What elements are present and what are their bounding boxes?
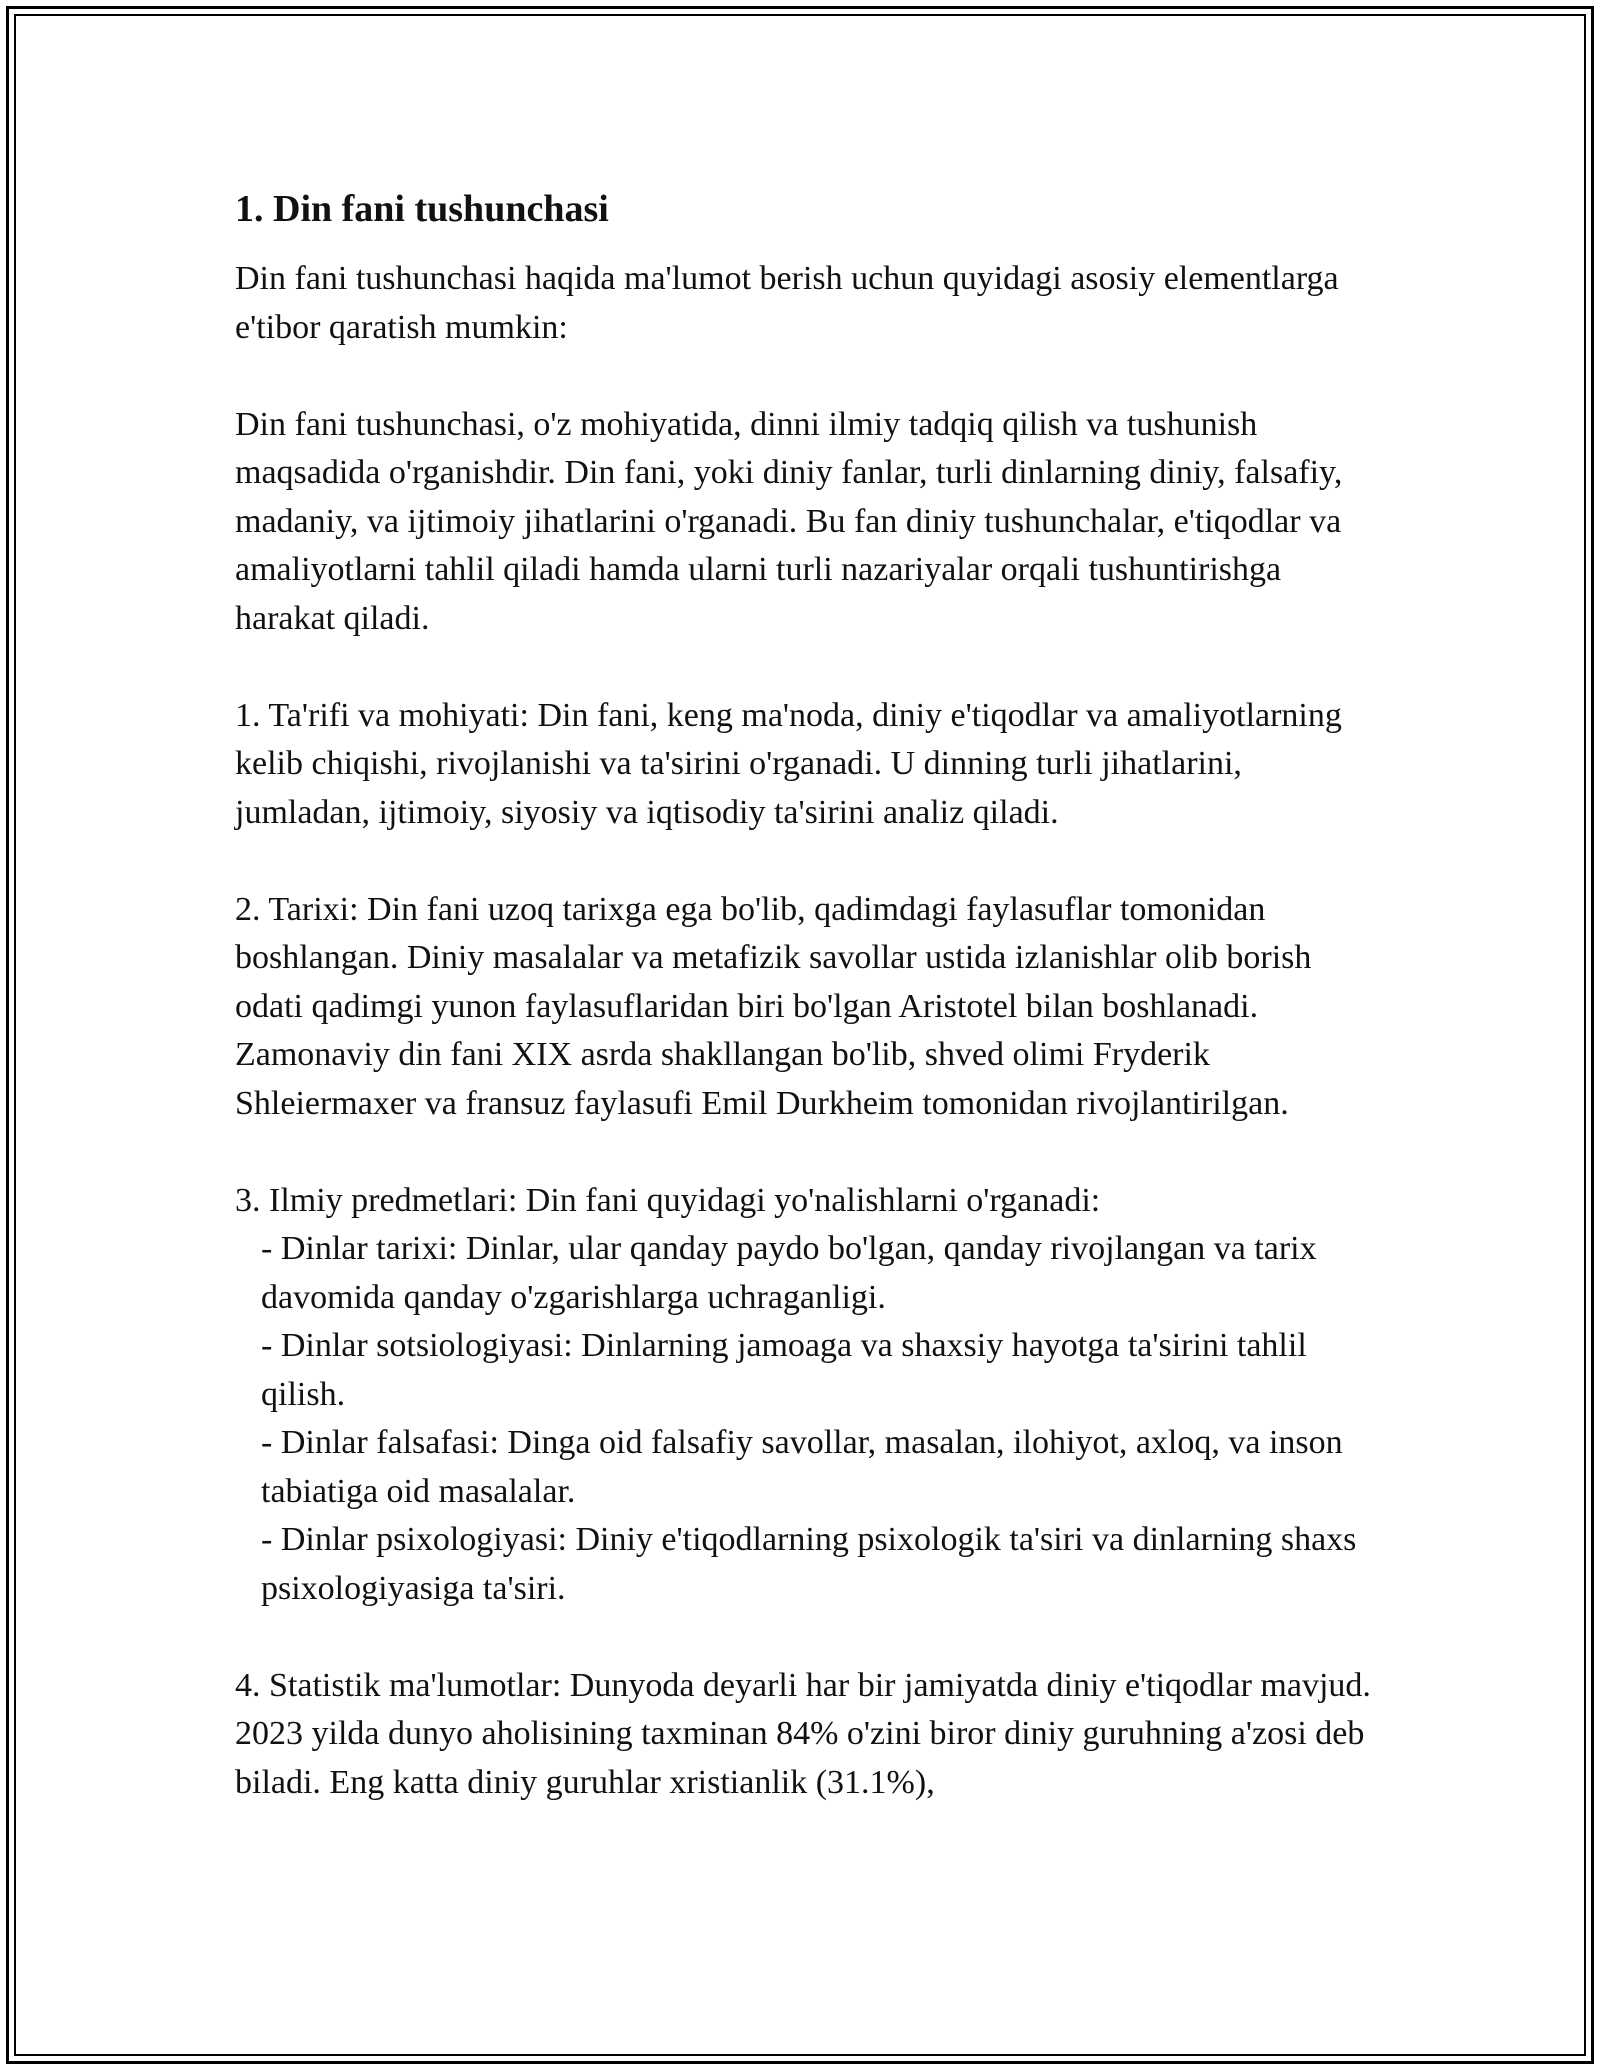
sub-item-sociology: - Dinlar sotsiologiyasi: Dinlarning jamoaga va shaxsiy hayotga ta'sirini tahlil qilish. [261, 1327, 1307, 1413]
paragraph-item-2 [235, 886, 1380, 1129]
document-body [235, 185, 1380, 1856]
paragraph-line: Din fani tushunchasi, o'z mohiyatida, dinni ilmiy tadqiq qilish va tushunish maqsadida o'rganishdir. Din fani, yoki diniy fanlar, turli dinlarning diniy, falsafiy, madaniy, va ijtimoiy jihatlarini o'rganadi. Bu fan diniy tushunchalar, e'tiqodlar va amaliyotlarni tahlil qiladi hamda ularni turli nazariyalar orqali tushuntirishga harakat qiladi. [235, 405, 1343, 637]
paragraph-item-3 [235, 1177, 1380, 1614]
paragraph-line: 1. Ta'rifi va mohiyati: Din fani, keng ma'noda, diniy e'tiqodlar va amaliyotlarning kelib chiqishi, rivojlanishi va ta'sirini o'rganadi. U dinning turli jihatlarini, jumladan, ijtimoiy, siyosiy va iqtisodiy ta'sirini analiz qiladi. [235, 696, 1342, 831]
paragraph-line: 2. Tarixi: Din fani uzoq tarixga ega bo'lib, qadimdagi faylasuflar tomonidan boshlangan. Diniy masalalar va metafizik savollar ustida izlanishlar olib borish odati qadimgi yunon faylasuflaridan biri bo'lgan Aristotel bilan boshlanadi. Zamonaviy din fani XIX asrda shakllangan bo'lib, shved olimi Fryderik Shleiermaxer va fransuz faylasufi Emil Durkheim tomonidan rivojlantirilgan. [235, 890, 1312, 1122]
paragraph-definition [235, 401, 1380, 644]
paragraph-line: 3. Ilmiy predmetlari: Din fani quyidagi yo'nalishlarni o'rganadi: [235, 1181, 1101, 1219]
paragraph-item-1 [235, 692, 1380, 838]
paragraph-item-4 [235, 1662, 1380, 1808]
sub-item-psychology: - Dinlar psixologiyasi: Diniy e'tiqodlarning psixologik ta'siri va dinlarning shaxs psixologiyasiga ta'siri. [261, 1521, 1357, 1607]
sub-item-history: - Dinlar tarixi: Dinlar, ular qanday paydo bo'lgan, qanday rivojlangan va tarix davomida qanday o'zgarishlarga uchraganligi. [261, 1230, 1317, 1316]
sub-item-philosophy: - Dinlar falsafasi: Dinga oid falsafiy savollar, masalan, ilohiyot, axloq, va inson tabiatiga oid masalalar. [261, 1424, 1343, 1510]
section-title: 1. Din fani tushunchasi [235, 188, 609, 230]
paragraph-line: Din fani tushunchasi haqida ma'lumot berish uchun quyidagi asosiy elementlarga e'tibor qaratish mumkin: [235, 260, 1339, 346]
paragraph-line: 4. Statistik ma'lumotlar: Dunyoda deyarli har bir jamiyatda diniy e'tiqodlar mavjud. 2023 yilda dunyo aholisining taxminan 84% o'zini biror diniy guruhning a'zosi deb biladi. Eng katta diniy guruhlar xristianlik (31.1%), [235, 1666, 1371, 1801]
paragraph-intro [235, 255, 1380, 352]
